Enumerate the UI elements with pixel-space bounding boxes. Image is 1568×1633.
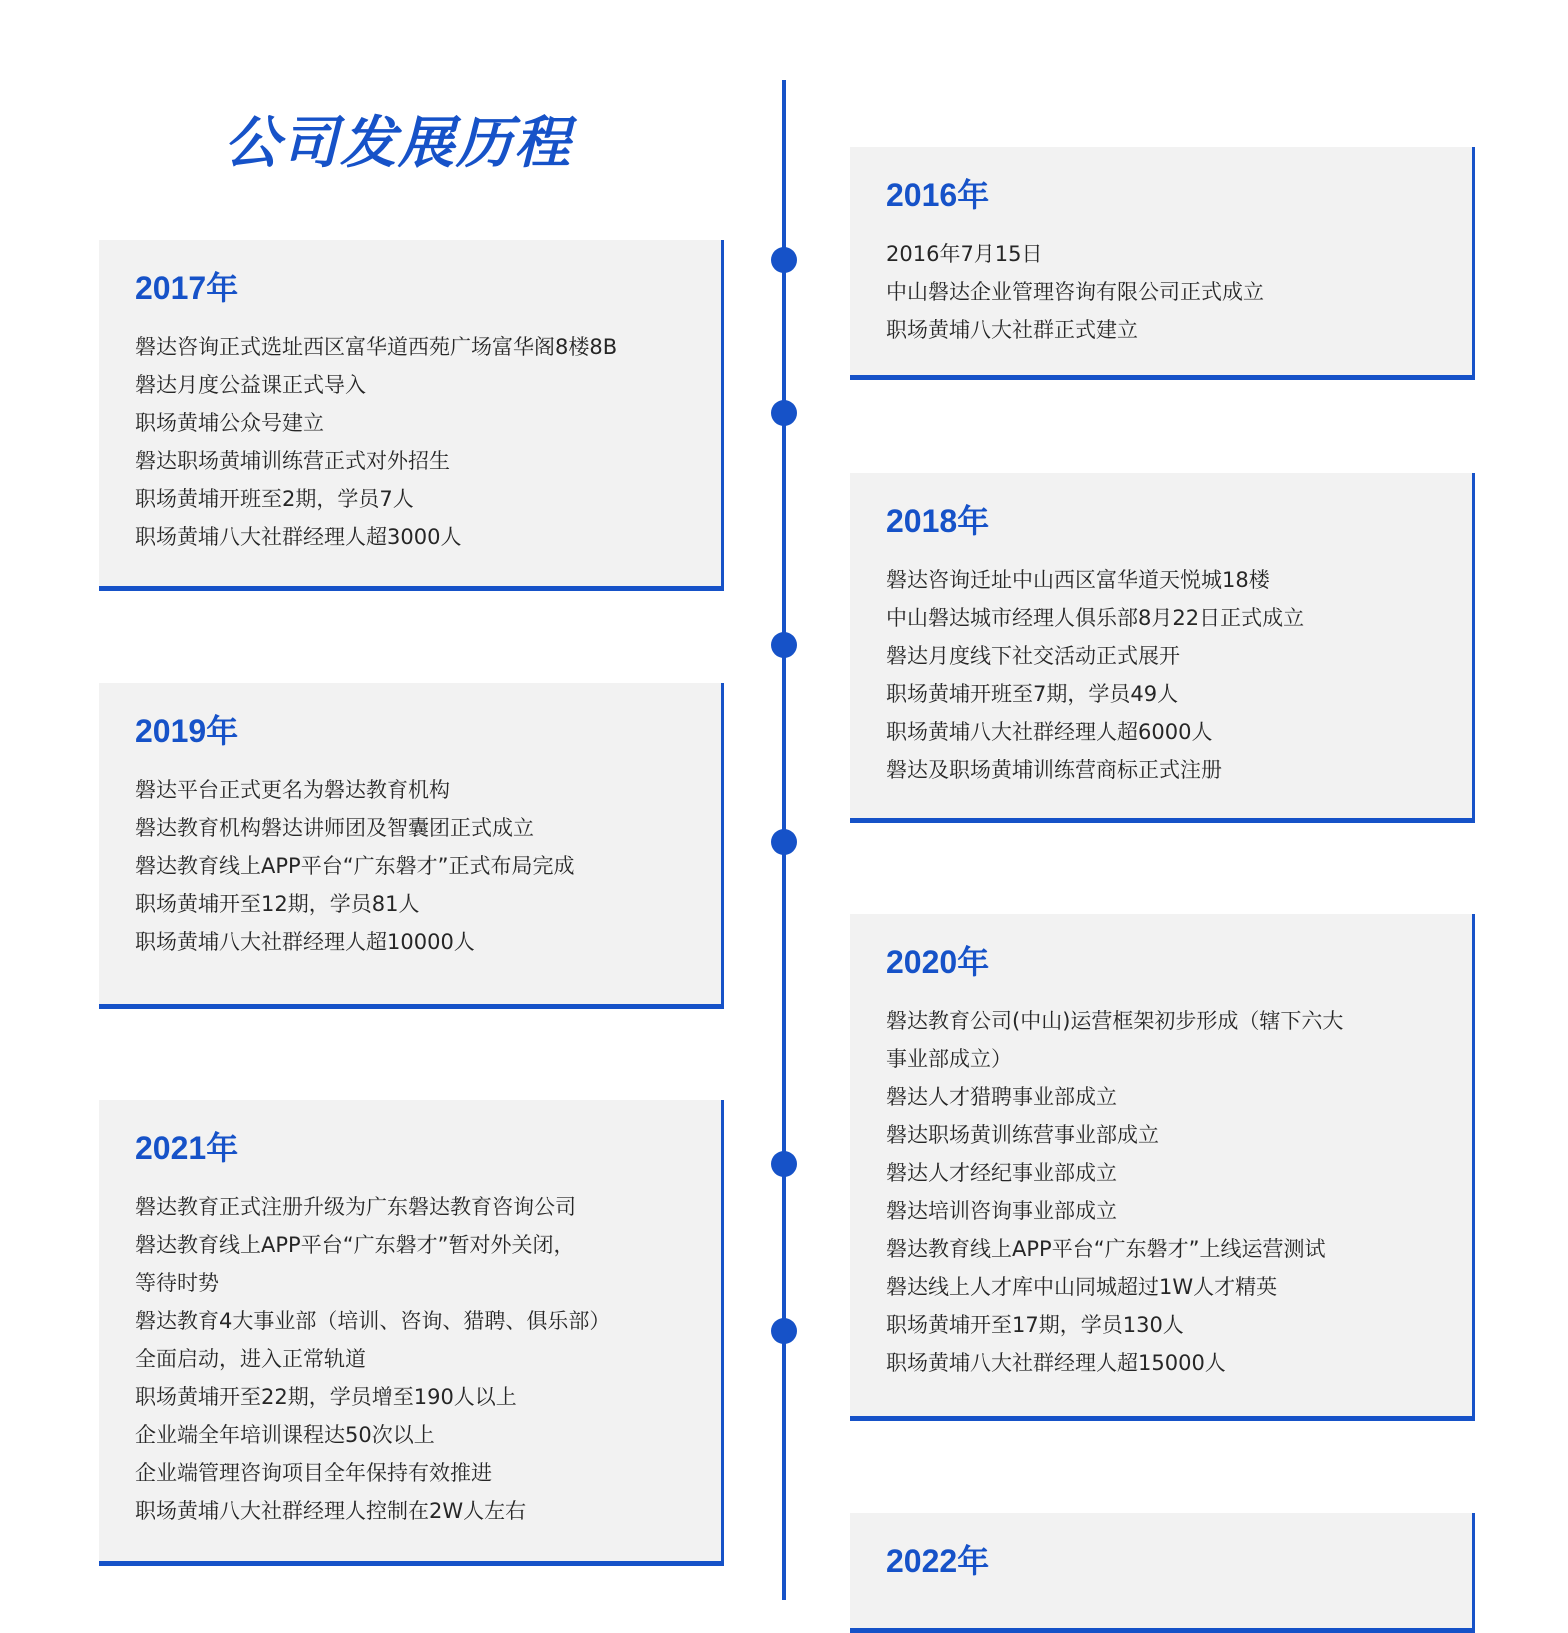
- timeline-dot: [771, 247, 797, 273]
- card-2018: [850, 473, 1475, 823]
- card-line: 磐达职场黄埔训练营正式对外招生: [135, 449, 450, 473]
- card-line: 磐达人才经纪事业部成立: [886, 1161, 1117, 1185]
- card-line: 职场黄埔公众号建立: [135, 411, 324, 435]
- card-line: 磐达教育线上APP平台“广东磐才”暂对外关闭，: [135, 1233, 575, 1257]
- card-line: 磐达教育4大事业部（培训、咨询、猎聘、俱乐部）: [135, 1309, 611, 1333]
- timeline-dot: [771, 400, 797, 426]
- card-line: 职场黄埔开至22期，学员增至190人以上: [135, 1385, 517, 1409]
- card-year: 2016年: [886, 177, 990, 213]
- card-2021: [99, 1100, 724, 1566]
- timeline-dot: [771, 1151, 797, 1177]
- card-year: 2017年: [135, 270, 239, 306]
- card-line: 磐达教育正式注册升级为广东磐达教育咨询公司: [135, 1195, 576, 1219]
- card-lines: [135, 771, 701, 961]
- card-line: 等待时势: [135, 1271, 219, 1295]
- card-2016: [850, 147, 1475, 380]
- card-year: 2020年: [886, 944, 990, 980]
- card-line: 企业端管理咨询项目全年保持有效推进: [135, 1461, 492, 1485]
- card-line: 职场黄埔八大社群经理人超15000人: [886, 1351, 1226, 1375]
- card-line: 磐达月度线下社交活动正式展开: [886, 644, 1180, 668]
- card-line: 磐达教育机构磐达讲师团及智囊团正式成立: [135, 816, 534, 840]
- card-2017: [99, 240, 724, 591]
- card-line: 中山磐达城市经理人俱乐部8月22日正式成立: [886, 606, 1305, 630]
- card-year: 2022年: [886, 1543, 990, 1579]
- card-line: 磐达线上人才库中山同城超过1W人才精英: [886, 1275, 1278, 1299]
- card-lines: [135, 328, 701, 556]
- card-line: 磐达咨询迁址中山西区富华道天悦城18楼: [886, 568, 1270, 592]
- card-2019: [99, 683, 724, 1009]
- card-line: 事业部成立）: [886, 1047, 1012, 1071]
- card-line: 职场黄埔八大社群经理人超3000人: [135, 525, 462, 549]
- card-lines: [886, 1002, 1452, 1382]
- card-line: 职场黄埔八大社群经理人超6000人: [886, 720, 1213, 744]
- card-lines: [886, 561, 1452, 789]
- card-line: 磐达教育线上APP平台“广东磐才”正式布局完成: [135, 854, 575, 878]
- timeline-dot: [771, 1318, 797, 1344]
- page-title: 公司发展历程: [224, 111, 572, 176]
- card-line: 中山磐达企业管理咨询有限公司正式成立: [886, 280, 1264, 304]
- card-line: 企业端全年培训课程达50次以上: [135, 1423, 435, 1447]
- card-year: 2018年: [886, 503, 990, 539]
- card-2022: [850, 1513, 1475, 1633]
- card-line: 磐达平台正式更名为磐达教育机构: [135, 778, 450, 802]
- card-year: 2021年: [135, 1130, 239, 1166]
- card-line: 职场黄埔开班至2期，学员7人: [135, 487, 414, 511]
- card-line: 职场黄埔开至17期，学员130人: [886, 1313, 1184, 1337]
- card-line: 职场黄埔八大社群经理人超10000人: [135, 930, 475, 954]
- card-line: 职场黄埔开至12期，学员81人: [135, 892, 420, 916]
- card-line: 磐达培训咨询事业部成立: [886, 1199, 1117, 1223]
- card-line: 职场黄埔开班至7期，学员49人: [886, 682, 1179, 706]
- card-lines: [886, 235, 1452, 349]
- card-2020: [850, 914, 1475, 1421]
- card-line: 职场黄埔八大社群经理人控制在2W人左右: [135, 1499, 527, 1523]
- card-line: 磐达职场黄训练营事业部成立: [886, 1123, 1159, 1147]
- timeline-dot: [771, 829, 797, 855]
- card-year: 2019年: [135, 713, 239, 749]
- timeline-dot: [771, 632, 797, 658]
- card-line: 全面启动，进入正常轨道: [135, 1347, 366, 1371]
- card-line: 职场黄埔八大社群正式建立: [886, 318, 1138, 342]
- card-lines: [135, 1188, 701, 1530]
- card-line: 磐达人才猎聘事业部成立: [886, 1085, 1117, 1109]
- card-line: 磐达教育公司(中山)运营框架初步形成（辖下六大: [886, 1009, 1344, 1033]
- card-line: 磐达咨询正式选址西区富华道西苑广场富华阁8楼8B: [135, 335, 618, 359]
- card-line: 磐达教育线上APP平台“广东磐才”上线运营测试: [886, 1237, 1326, 1261]
- card-line: 磐达月度公益课正式导入: [135, 373, 366, 397]
- card-line: 2016年7月15日: [886, 242, 1043, 266]
- card-line: 磐达及职场黄埔训练营商标正式注册: [886, 758, 1222, 782]
